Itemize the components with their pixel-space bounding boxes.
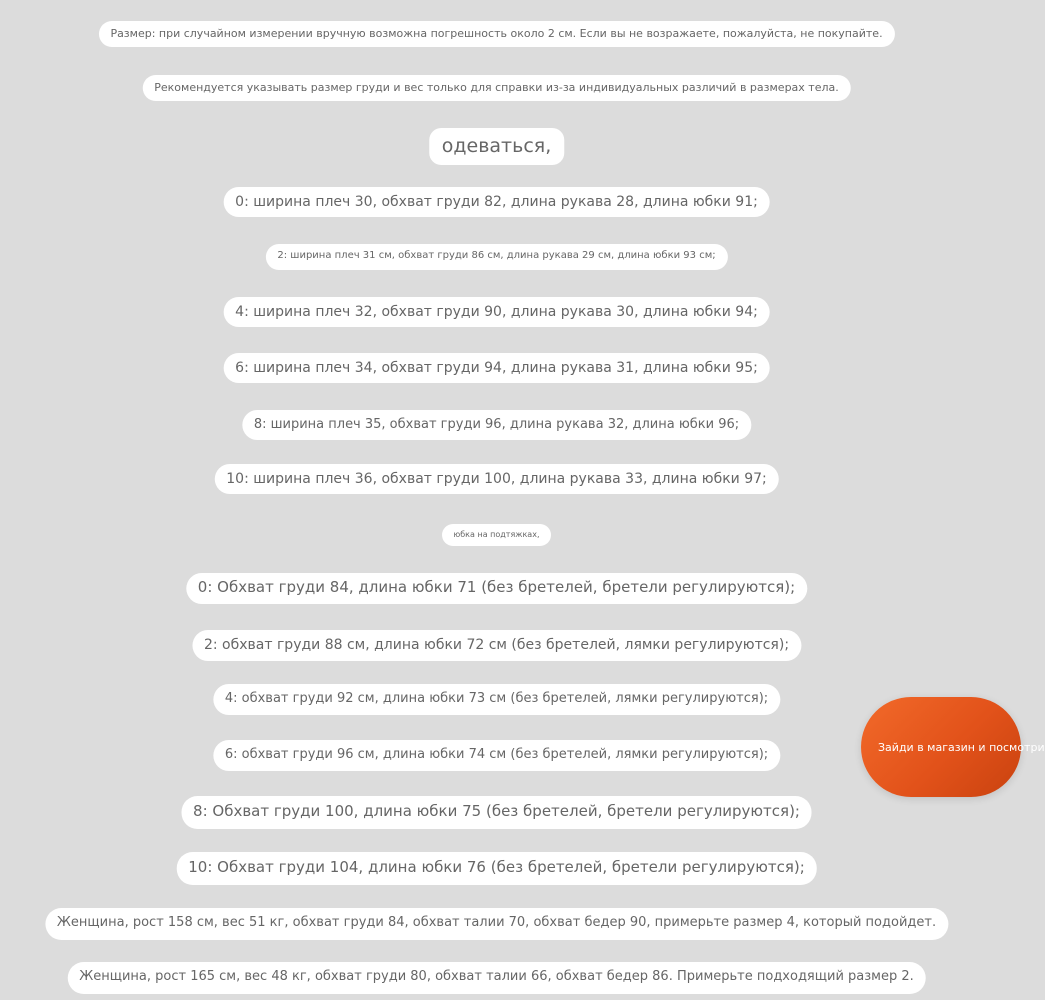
suspender-size-0: 0: Обхват груди 84, длина юбки 71 (без бретелей, бретели регулируются); <box>186 573 807 604</box>
dress-size-10: 10: ширина плеч 36, обхват груди 100, длина рукава 33, длина юбки 97; <box>214 464 778 494</box>
size-measurement-note: Размер: при случайном измерении вручную возможна погрешность около 2 см. Если вы не возражаете, пожалуйста, не покупайте. <box>98 21 894 47</box>
visit-store-button[interactable] <box>861 697 1045 797</box>
dress-size-8: 8: ширина плеч 35, обхват груди 96, длина рукава 32, длина юбки 96; <box>242 410 751 440</box>
suspender-section-heading: юбка на подтяжках, <box>442 524 552 546</box>
fit-example-2: Женщина, рост 165 см, вес 48 кг, обхват груди 80, обхват талии 66, обхват бедер 86. Примерьте подходящий размер 2. <box>67 962 926 994</box>
suspender-size-4: 4: обхват груди 92 см, длина юбки 73 см (без бретелей, лямки регулируются); <box>213 684 780 715</box>
dress-size-2: 2: ширина плеч 31 см, обхват груди 86 см, длина рукава 29 см, длина юбки 93 см; <box>265 244 727 270</box>
dress-size-0: 0: ширина плеч 30, обхват груди 82, длина рукава 28, длина юбки 91; <box>223 187 770 217</box>
size-recommendation-note: Рекомендуется указывать размер груди и вес только для справки из-за индивидуальных различий в размерах тела. <box>142 75 850 101</box>
suspender-size-6: 6: обхват груди 96 см, длина юбки 74 см (без бретелей, лямки регулируются); <box>213 740 780 771</box>
suspender-size-2: 2: обхват груди 88 см, длина юбки 72 см (без бретелей, лямки регулируются); <box>192 630 801 661</box>
suspender-size-10: 10: Обхват груди 104, длина юбки 76 (без бретелей, бретели регулируются); <box>176 852 817 885</box>
suspender-size-8: 8: Обхват груди 100, длина юбки 75 (без бретелей, бретели регулируются); <box>181 796 812 829</box>
fit-example-1: Женщина, рост 158 см, вес 51 кг, обхват груди 84, обхват талии 70, обхват бедер 90, примерьте размер 4, который подойдет. <box>45 908 948 940</box>
dress-section-heading: одеваться, <box>429 128 564 165</box>
dress-size-6: 6: ширина плеч 34, обхват груди 94, длина рукава 31, длина юбки 95; <box>223 353 770 383</box>
dress-size-4: 4: ширина плеч 32, обхват груди 90, длина рукава 30, длина юбки 94; <box>223 297 770 327</box>
visit-store-label: Зайди в магазин и посмотри <box>878 741 1045 754</box>
